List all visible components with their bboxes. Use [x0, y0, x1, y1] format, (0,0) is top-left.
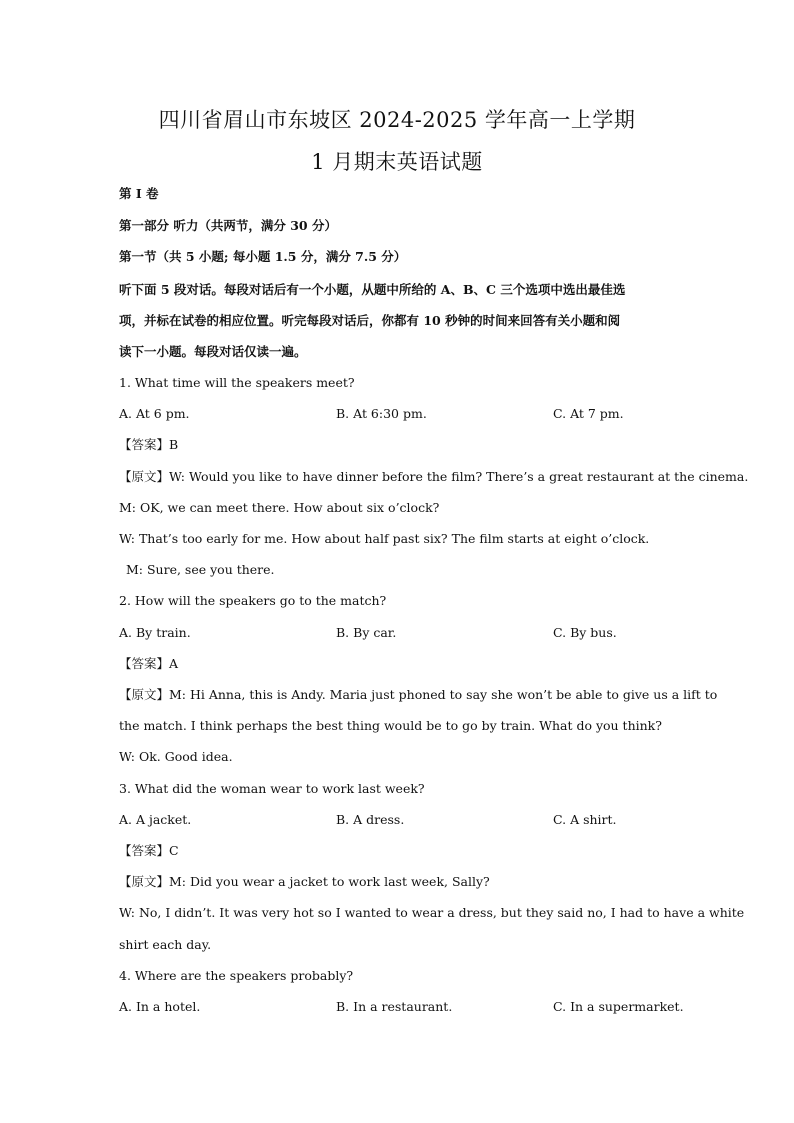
q1-script-line: M: OK, we can meet there. How about six o’clock?: [119, 500, 440, 515]
part-heading: 第一部分 听力（共两节，满分 30 分）: [119, 218, 337, 233]
q1-script-line: W: That’s too early for me. How about half past six? The film starts at eight o’clock.: [119, 531, 650, 546]
q3-script-line: W: No, I didn’t. It was very hot so I wanted to wear a dress, but they said no, I had to have a white: [119, 905, 745, 920]
question-2: 2. How will the speakers go to the match?: [119, 593, 387, 608]
q3-option-c: C. A shirt.: [553, 812, 617, 827]
instruction-line: 听下面 5 段对话。每段对话后有一个小题，从题中所给的 A、B、C 三个选项中选出最佳选: [119, 282, 626, 297]
q2-script-line: the match. I think perhaps the best thing would be to go by train. What do you think?: [119, 718, 662, 733]
q1-answer: 【答案】B: [119, 437, 179, 452]
question-4: 4. Where are the speakers probably?: [119, 968, 354, 983]
title-line-1: 四川省眉山市东坡区 2024-2025 学年高一上学期: [158, 108, 636, 132]
volume-heading: 第 I 卷: [119, 186, 159, 201]
q1-script-line: 【原文】W: Would you like to have dinner before the film? There’s a great restaurant at the cinema.: [119, 469, 749, 484]
q3-option-a: A. A jacket.: [119, 812, 192, 827]
question-3: 3. What did the woman wear to work last week?: [119, 781, 425, 796]
q1-option-a: A. At 6 pm.: [119, 406, 190, 421]
q4-option-c: C. In a supermarket.: [553, 999, 684, 1014]
instruction-line: 读下一小题。每段对话仅读一遍。: [119, 344, 307, 359]
q4-option-a: A. In a hotel.: [119, 999, 201, 1014]
q2-script-line: 【原文】M: Hi Anna, this is Andy. Maria just phoned to say she won’t be able to give us a lift to: [119, 687, 718, 702]
q1-option-c: C. At 7 pm.: [553, 406, 624, 421]
q4-option-b: B. In a restaurant.: [336, 999, 453, 1014]
question-1: 1. What time will the speakers meet?: [119, 375, 355, 390]
instruction-line: 项，并标在试卷的相应位置。听完每段对话后，你都有 10 秒钟的时间来回答有关小题和阅: [119, 313, 621, 328]
q3-option-b: B. A dress.: [336, 812, 405, 827]
q3-script-line: shirt each day.: [119, 937, 212, 952]
q2-script-line: W: Ok. Good idea.: [119, 749, 233, 764]
section-heading: 第一节（共 5 小题; 每小题 1.5 分，满分 7.5 分）: [119, 249, 407, 264]
q3-answer: 【答案】C: [119, 843, 179, 858]
q2-answer: 【答案】A: [119, 656, 179, 671]
title-line-2: 1 月期末英语试题: [311, 150, 483, 174]
q2-option-c: C. By bus.: [553, 625, 617, 640]
q2-option-a: A. By train.: [119, 625, 191, 640]
q3-script-line: 【原文】M: Did you wear a jacket to work last week, Sally?: [119, 874, 490, 889]
q1-option-b: B. At 6:30 pm.: [336, 406, 427, 421]
q1-script-line: M: Sure, see you there.: [126, 562, 275, 577]
q2-option-b: B. By car.: [336, 625, 397, 640]
